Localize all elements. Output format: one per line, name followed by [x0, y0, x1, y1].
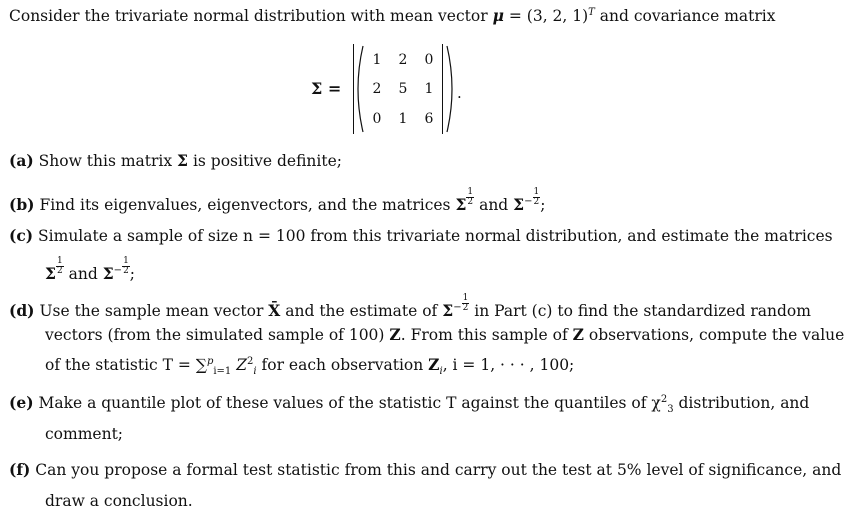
left-bar: [353, 44, 354, 134]
z-symbol: Z: [389, 325, 401, 344]
part-d-text3c: , i = 1, · · · , 100;: [442, 356, 575, 374]
part-c-and: and: [63, 265, 103, 283]
part-d-text1c: in Part (c) to find the standardized random: [469, 302, 811, 320]
part-e-text2: comment;: [45, 425, 124, 443]
part-d-text3a: of the statistic T =: [45, 356, 196, 374]
part-a: [9, 151, 342, 171]
sigma-label: Σ =: [311, 79, 342, 98]
part-f-marker: (f): [9, 460, 31, 479]
part-c-line1: [9, 226, 833, 246]
part-e-end: distribution, and: [673, 394, 810, 412]
part-d-text1a: Use the sample mean vector: [39, 302, 269, 320]
matrix-cell: 0: [372, 111, 382, 127]
part-f-line2: [45, 491, 193, 511]
intro-text: Consider the trivariate normal distribution with mean vector: [9, 7, 488, 25]
part-b: (b) Find its eigenvalues, eigenvectors, and the matrices Σ $\frac{1}{2}$ and Σ− $\frac{1}{2}$ ;: [9, 187, 546, 214]
transpose-mark: T: [588, 6, 595, 18]
part-a-text1: Show this matrix: [38, 152, 178, 170]
part-f-text2: draw a conclusion.: [45, 492, 193, 510]
sigma-symbol: Σ: [455, 195, 467, 214]
part-d-text3b: for each observation: [256, 356, 429, 374]
matrix-cell: 1: [424, 81, 434, 97]
part-d-marker: (d): [9, 301, 35, 320]
part-c-end: ;: [129, 265, 136, 283]
part-c-marker: (c): [9, 226, 34, 245]
matrix-cell: 6: [424, 111, 434, 127]
part-b-text1: Find its eigenvalues, eigenvectors, and the matrices: [39, 196, 456, 214]
part-d-line1: (d) Use the sample mean vector X̄ and the estimate of Σ− $\frac{1}{2}$ in Part (c) to find the standardized random: [9, 293, 811, 320]
covariance-matrix: [351, 44, 461, 134]
sigma-symbol: Σ: [102, 264, 114, 283]
chi-sup: 2: [660, 393, 668, 405]
intro-tail: and covariance matrix: [594, 7, 776, 25]
part-d-text1b: and the estimate of: [280, 302, 443, 320]
sigma-symbol: Σ: [442, 301, 454, 320]
matrix-cell: 0: [424, 52, 434, 68]
sigma-symbol: Σ: [177, 151, 189, 170]
xbar-symbol: X̄: [268, 301, 281, 320]
part-a-text2: is positive definite;: [188, 152, 342, 170]
part-d-text2b: . From this sample of: [400, 326, 573, 344]
part-d-line3: of the statistic T = ∑$^p_{i=1}$ $Z^2_i$ for each observation $Z_i$, i = 1, · · · , 100;: [45, 355, 575, 378]
sum-expression: ∑$^p_{i=1}$ $Z^2_i$: [195, 355, 257, 378]
matrix-cell: 2: [372, 81, 382, 97]
part-e-line1: [9, 393, 810, 416]
part-c-text1: Simulate a sample of size n = 100 from this trivariate normal distribution, and estimate the matrices: [38, 227, 833, 245]
z-symbol: Z: [572, 325, 584, 344]
part-f-line1: [9, 460, 841, 480]
intro-line: [9, 6, 776, 26]
matrix-period: .: [457, 84, 462, 102]
mu-value: = (3, 2, 1): [503, 7, 589, 25]
sigma-symbol: Σ: [45, 264, 56, 283]
part-d-text2a: vectors (from the simulated sample of 100): [45, 326, 390, 344]
z-symbol: Z: [428, 355, 440, 374]
mu-symbol: μ: [492, 6, 504, 25]
matrix-cell: 1: [398, 111, 408, 127]
matrix-cell: 5: [398, 81, 408, 97]
part-b-text2: and: [474, 196, 514, 214]
part-e-marker: (e): [9, 393, 34, 412]
part-b-marker: (b): [9, 195, 35, 214]
right-bar: [442, 44, 443, 134]
chi-sub: 3: [667, 404, 674, 416]
part-f-text1: Can you propose a formal test statistic from this and carry out the test at 5% level of significance, and: [35, 461, 842, 479]
part-c-line2: Σ $\frac{1}{2}$ and Σ− $\frac{1}{2}$ ;: [45, 256, 136, 283]
part-e-text1: Make a quantile plot of these values of the statistic T against the quantiles of χ: [38, 394, 661, 412]
matrix-cell: 2: [398, 52, 408, 68]
matrix-cell: 1: [372, 52, 382, 68]
part-d-text2c: observations, compute the value: [583, 326, 845, 344]
sigma-symbol: Σ: [513, 195, 525, 214]
part-a-marker: (a): [9, 151, 34, 170]
part-d-line2: [45, 325, 844, 345]
part-e-line2: [45, 424, 123, 444]
part-b-text3: ;: [540, 196, 546, 214]
